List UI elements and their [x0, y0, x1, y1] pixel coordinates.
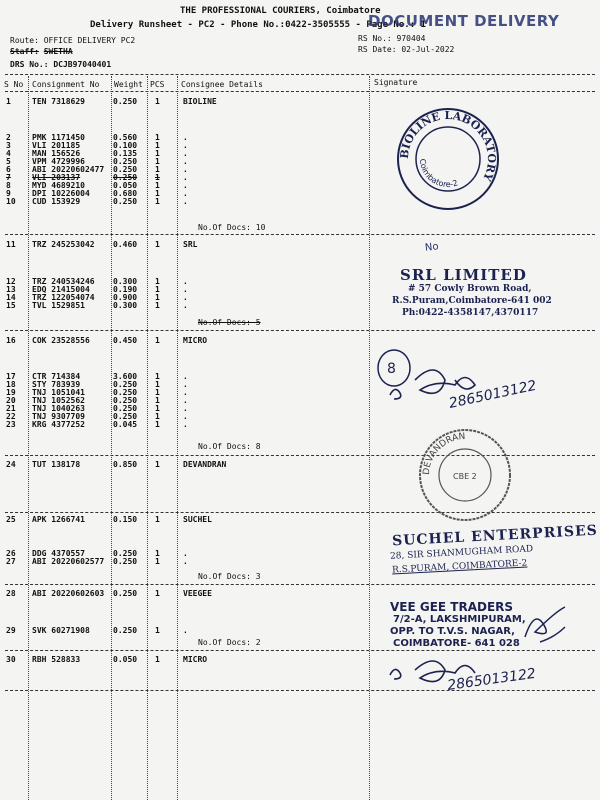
row-consignment: EDQ 21415004 — [32, 285, 90, 294]
row-weight: 0.250 — [113, 388, 138, 397]
row-consignment: SVK 60271908 — [32, 626, 90, 635]
row-weight: 0.450 — [113, 336, 138, 345]
row-consignee: . — [183, 149, 188, 158]
row-consignee: . — [183, 141, 188, 150]
row-consignee: MICRO — [183, 655, 208, 664]
row-weight: 0.100 — [113, 141, 138, 150]
row-consignee: BIOLINE — [183, 97, 217, 106]
row-consignment: ABI 20220602477 — [32, 165, 105, 174]
row-pcs: 1 — [155, 404, 160, 413]
staff-value: SWETHA — [43, 47, 73, 56]
row-weight: 0.250 — [113, 396, 138, 405]
row-sno: 28 — [6, 589, 16, 598]
doc-count-3: No.Of Docs: 8 — [198, 442, 261, 451]
row-consignee: . — [183, 388, 188, 397]
row-sno: 14 — [6, 293, 16, 302]
row-consignment: VPM 4729996 — [32, 157, 85, 166]
row-consignee: DEVANDRAN — [183, 460, 227, 469]
row-sno: 8 — [6, 181, 11, 190]
group-sep-1 — [5, 234, 595, 235]
row-sno: 4 — [6, 149, 11, 158]
row-consignment: TEN 7318629 — [32, 97, 85, 106]
row-sno: 18 — [6, 380, 16, 389]
row-weight: 0.045 — [113, 420, 138, 429]
row-consignment: TNJ 1040263 — [32, 404, 85, 413]
row-pcs: 1 — [155, 240, 160, 249]
route-label: Route: — [10, 36, 39, 45]
drs-row — [10, 60, 111, 69]
suchel-line2: R.S.PURAM, COIMBATORE-2 — [391, 558, 528, 576]
row-consignment: ABI 20220602603 — [32, 589, 105, 598]
row-weight: 0.250 — [113, 589, 138, 598]
row-pcs: 1 — [155, 141, 160, 150]
row-weight: 0.300 — [113, 301, 138, 310]
srl-initials: No — [424, 241, 440, 254]
row-consignee: . — [183, 380, 188, 389]
row-sno: 21 — [6, 404, 16, 413]
srl-line3: Ph:0422-4358147,4370117 — [402, 308, 539, 318]
vline-sno — [28, 76, 29, 800]
header-top-rule — [5, 74, 595, 75]
row-weight: 0.250 — [113, 197, 138, 206]
row-weight: 0.050 — [113, 655, 138, 664]
suchel-name: SUCHEL ENTERPRISES — [391, 522, 599, 550]
row-weight: 0.900 — [113, 293, 138, 302]
row-pcs: 1 — [155, 133, 160, 142]
row-consignment: MYD 4689210 — [32, 181, 85, 190]
row-sno: 6 — [6, 165, 11, 174]
row-consignment: TRZ 245253042 — [32, 240, 95, 249]
devandran-stamp — [415, 425, 515, 525]
row-pcs: 1 — [155, 181, 160, 190]
rs-no-row — [358, 34, 425, 43]
row-pcs: 1 — [155, 412, 160, 421]
col-pcs: PCS — [150, 80, 165, 89]
row-sno: 17 — [6, 372, 16, 381]
document-delivery-stamp: DOCUMENT DELIVERY — [368, 12, 560, 30]
row-pcs: 1 — [155, 189, 160, 198]
col-consignment: Consignment No — [32, 80, 100, 89]
col-weight: Weight — [114, 80, 143, 89]
row-consignment: DPI 10226004 — [32, 189, 90, 198]
row-sno: 3 — [6, 141, 11, 150]
row-weight: 0.250 — [113, 157, 138, 166]
row-pcs: 1 — [155, 293, 160, 302]
drs-label: DRS No.: — [10, 60, 49, 69]
row-sno: 9 — [6, 189, 11, 198]
row-consignment: TUT 138178 — [32, 460, 81, 469]
row-weight: 0.250 — [113, 557, 138, 566]
row-consignment: TRZ 240534246 — [32, 277, 95, 286]
row-consignee: . — [183, 165, 188, 174]
veegee-name: VEE GEE TRADERS — [390, 600, 514, 614]
row-consignment: APK 1266741 — [32, 515, 85, 524]
row-consignment: PMK 1171450 — [32, 133, 85, 142]
group-sep-5 — [5, 584, 595, 585]
row-sno: 1 — [6, 97, 11, 106]
rs-date-value: 02-Jul-2022 — [401, 45, 455, 54]
row-consignee: . — [183, 372, 188, 381]
row-sno: 16 — [6, 336, 16, 345]
staff-row — [10, 47, 73, 56]
devandran-ring-text: DEVANDRAN — [421, 431, 466, 476]
veegee-signature-scrawl — [525, 607, 565, 642]
staff-label: Staff: — [10, 47, 39, 56]
srl-line1: # 57 Cowly Brown Road, — [408, 284, 532, 294]
veegee-line2: OPP. TO T.V.S. NAGAR, — [390, 626, 515, 637]
row-consignee: . — [183, 181, 188, 190]
row-consignment: KRG 4377252 — [32, 420, 85, 429]
rs-date-label: RS Date: — [358, 45, 397, 54]
row-weight: 0.050 — [113, 181, 138, 190]
row-weight: 0.300 — [113, 277, 138, 286]
row-consignee: SUCHEL — [183, 515, 212, 524]
doc-count-1: No.Of Docs: 10 — [198, 223, 266, 232]
bioline-stamp — [393, 104, 503, 214]
row-weight: 0.460 — [113, 240, 138, 249]
row-consignee: VEEGEE — [183, 589, 212, 598]
row-consignment: RBH 528833 — [32, 655, 81, 664]
row-pcs: 1 — [155, 380, 160, 389]
row-pcs: 1 — [155, 515, 160, 524]
row-consignment: CUD 153929 — [32, 197, 81, 206]
row-consignee: . — [183, 277, 188, 286]
row-pcs: 1 — [155, 157, 160, 166]
veegee-signature — [515, 592, 575, 652]
drs-value: DCJB97040401 — [53, 60, 112, 69]
row-sno: 27 — [6, 557, 16, 566]
row-sno: 12 — [6, 277, 16, 286]
header-bottom-rule — [5, 91, 595, 92]
row-consignee: SRL — [183, 240, 198, 249]
rs-no-value: 970404 — [396, 34, 426, 43]
row-pcs: 1 — [155, 372, 160, 381]
micro-circle-number: 8 — [387, 361, 396, 377]
row-consignee: . — [183, 557, 188, 566]
row-weight: 0.250 — [113, 626, 138, 635]
row-sno: 10 — [6, 197, 16, 206]
row-sno: 26 — [6, 549, 16, 558]
row-pcs: 1 — [155, 173, 160, 182]
row-consignee: . — [183, 549, 188, 558]
row-sno: 7 — [6, 173, 11, 182]
row-weight: 0.560 — [113, 133, 138, 142]
doc-count-4: No.Of Docs: 3 — [198, 572, 261, 581]
row-consignee: . — [183, 404, 188, 413]
row-pcs: 1 — [155, 149, 160, 158]
group-sep-2 — [5, 330, 595, 331]
row-pcs: 1 — [155, 197, 160, 206]
row-consignee: MICRO — [183, 336, 208, 345]
micro-signature-number: 2865013122 — [447, 377, 538, 412]
rs-date-row — [358, 45, 454, 54]
row-pcs: 1 — [155, 626, 160, 635]
row-consignee: . — [183, 626, 188, 635]
row-consignment: ABI 20220602577 — [32, 557, 105, 566]
row-consignment: DDG 4370557 — [32, 549, 85, 558]
suchel-line1: 28, SIR SHANMUGHAM ROAD — [389, 544, 534, 562]
row-consignee: . — [183, 412, 188, 421]
row-weight: 0.135 — [113, 149, 138, 158]
row-weight: 0.190 — [113, 285, 138, 294]
row-consignee: . — [183, 189, 188, 198]
row-sno: 22 — [6, 412, 16, 421]
col-sno: S No — [4, 80, 24, 89]
row-sno: 20 — [6, 396, 16, 405]
row-sno: 30 — [6, 655, 16, 664]
row-sno: 24 — [6, 460, 16, 469]
row-sno: 5 — [6, 157, 11, 166]
row-consignment: TNJ 1051041 — [32, 388, 85, 397]
rs-no-label: RS No.: — [358, 34, 392, 43]
srl-name: SRL LIMITED — [400, 266, 527, 284]
row-sno: 29 — [6, 626, 16, 635]
row-weight: 0.850 — [113, 460, 138, 469]
row-consignee: . — [183, 133, 188, 142]
doc-count-5: No.Of Docs: 2 — [198, 638, 261, 647]
row-weight: 0.250 — [113, 404, 138, 413]
row-pcs: 1 — [155, 589, 160, 598]
row-consignee: . — [183, 396, 188, 405]
vline-details — [369, 76, 370, 800]
devandran-inner-text: CBE 2 — [453, 472, 477, 481]
row-weight: 0.250 — [113, 165, 138, 174]
row-pcs: 1 — [155, 549, 160, 558]
row-weight: 0.250 — [113, 380, 138, 389]
row-consignee: . — [183, 173, 188, 182]
row-sno: 15 — [6, 301, 16, 310]
row-consignee: . — [183, 285, 188, 294]
vline-wt — [147, 76, 148, 800]
row-pcs: 1 — [155, 388, 160, 397]
row-consignee: . — [183, 293, 188, 302]
row-consignment: COK 23528556 — [32, 336, 90, 345]
route-value: OFFICE DELIVERY PC2 — [43, 36, 136, 45]
row-weight: 0.150 — [113, 515, 138, 524]
veegee-line3: COIMBATORE- 641 028 — [393, 638, 520, 649]
row-consignment: TVL 1529851 — [32, 301, 85, 310]
row-consignment: VLI 203137 — [32, 173, 81, 182]
vline-cons — [111, 76, 112, 800]
row-weight: 0.250 — [113, 173, 138, 182]
bioline-stamp-outer-ring — [398, 109, 498, 209]
row-sno: 19 — [6, 388, 16, 397]
row-sno: 11 — [6, 240, 16, 249]
row-consignee: . — [183, 301, 188, 310]
col-consignee: Consignee Details — [181, 80, 263, 89]
row-weight: 0.680 — [113, 189, 138, 198]
row-pcs: 1 — [155, 557, 160, 566]
row-pcs: 1 — [155, 420, 160, 429]
row-consignment: VLI 201185 — [32, 141, 81, 150]
row-pcs: 1 — [155, 460, 160, 469]
row-consignment: TNJ 9307709 — [32, 412, 85, 421]
row-pcs: 1 — [155, 285, 160, 294]
col-signature: Signature — [374, 78, 418, 87]
doc-count-2: No.Of Docs: 5 — [198, 318, 261, 327]
row-consignment: TNJ 1052562 — [32, 396, 85, 405]
bioline-stamp-inner-text: Coimbatore-2 — [417, 158, 460, 190]
row-pcs: 1 — [155, 301, 160, 310]
row-consignment: STY 783939 — [32, 380, 81, 389]
route-row — [10, 36, 135, 45]
company-title: THE PROFESSIONAL COURIERS, Coimbatore — [180, 6, 381, 16]
micro2-signature-number: 2865013122 — [446, 665, 537, 694]
row-sno: 23 — [6, 420, 16, 429]
row-pcs: 1 — [155, 165, 160, 174]
srl-line2: R.S.Puram,Coimbatore-641 002 — [392, 296, 552, 306]
micro-signature-2 — [380, 650, 580, 700]
bioline-stamp-ring-text: BIOLINE LABORATORY — [397, 108, 499, 183]
veegee-line1: 7/2-A, LAKSHMIPURAM, — [393, 614, 526, 625]
row-consignment: CTR 714384 — [32, 372, 81, 381]
row-sno: 13 — [6, 285, 16, 294]
row-consignee: . — [183, 420, 188, 429]
row-weight: 0.250 — [113, 412, 138, 421]
row-pcs: 1 — [155, 655, 160, 664]
row-weight: 3.600 — [113, 372, 138, 381]
row-consignee: . — [183, 197, 188, 206]
row-weight: 0.250 — [113, 549, 138, 558]
runsheet-title: Delivery Runsheet - PC2 - Phone No.:0422-3505555 - Page No.: 1 — [90, 20, 426, 30]
row-weight: 0.250 — [113, 97, 138, 106]
row-pcs: 1 — [155, 97, 160, 106]
row-consignment: TRZ 122054074 — [32, 293, 95, 302]
row-pcs: 1 — [155, 396, 160, 405]
row-pcs: 1 — [155, 336, 160, 345]
row-consignee: . — [183, 157, 188, 166]
row-sno: 25 — [6, 515, 16, 524]
row-pcs: 1 — [155, 277, 160, 286]
micro-signature-1 — [370, 340, 570, 420]
row-sno: 2 — [6, 133, 11, 142]
row-consignment: MAN 156526 — [32, 149, 81, 158]
vline-pcs — [177, 76, 178, 800]
